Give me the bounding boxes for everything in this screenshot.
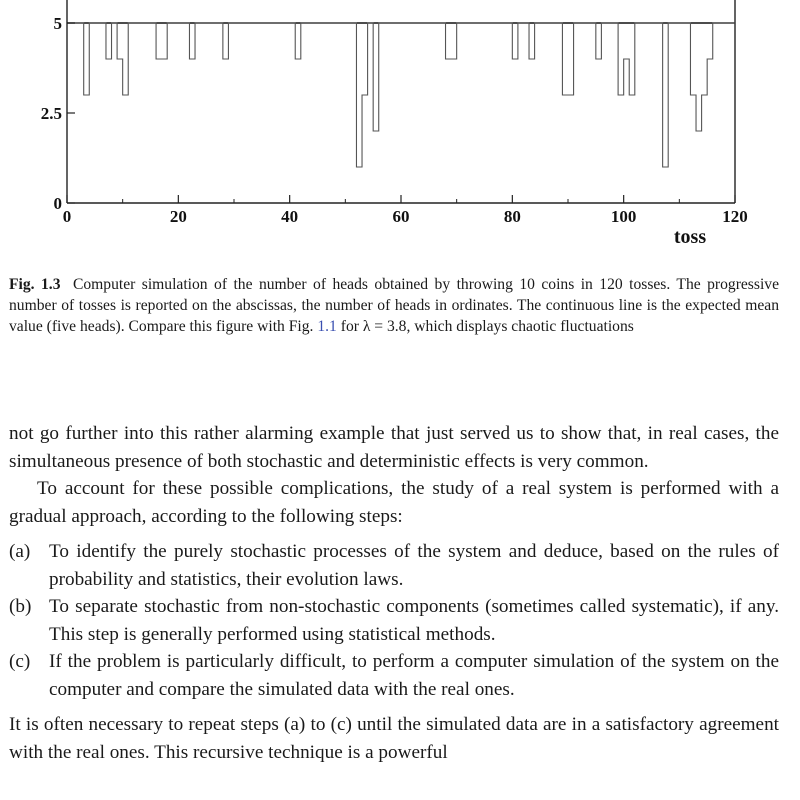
figure-caption: [9, 274, 779, 337]
body-text: [9, 420, 779, 766]
step-item: [9, 648, 779, 703]
figure-reference-link[interactable]: 1.1: [317, 318, 337, 335]
step-text: To separate stochastic from non-stochastic components (sometimes called systematic), if any. This step is generally performed using statistical methods.: [49, 596, 779, 645]
coin-toss-chart: [0, 0, 800, 260]
x-tick-label: 80: [503, 207, 521, 226]
caption-text: Computer simulation of the number of heads obtained by throwing 10 coins in 120 tosses. The progressive number of tosses is reported on the abscissas, the number of heads in ordinates. The continuous line is the expected mean value (five heads). Compare this figure with Fig.: [9, 276, 779, 335]
step-item: [9, 538, 779, 593]
steps-list: [9, 538, 779, 703]
paragraph-3: It is often necessary to repeat steps (a) to (c) until the simulated data are in a satisfactory agreement with the real ones. This recursive technique is a powerful: [9, 714, 779, 763]
x-tick-label: 100: [610, 207, 637, 226]
x-tick-label: 40: [281, 207, 299, 226]
heads-series-line: [67, 23, 735, 167]
x-tick-label: 120: [722, 207, 748, 226]
y-tick-label: 2.5: [40, 104, 62, 123]
caption-text-end: for λ = 3.8, which displays chaotic fluctuations: [340, 318, 634, 335]
y-tick-label: 0: [53, 194, 62, 213]
paragraph-2: To account for these possible complications, the study of a real system is performed with a gradual approach, according to the following steps:: [9, 478, 779, 527]
step-text: To identify the purely stochastic processes of the system and deduce, based on the rules of probability and statistics, their evolution laws.: [49, 541, 779, 590]
x-tick-label: 60: [392, 207, 410, 226]
x-tick-label: 0: [62, 207, 72, 226]
y-tick-label: 5: [53, 14, 62, 33]
paragraph-1: not go further into this rather alarming example that just served us to show that, in real cases, the simultaneous presence of both stochastic and deterministic effects is very common.: [9, 423, 779, 472]
x-tick-label: 20: [169, 207, 187, 226]
step-marker: (a): [9, 541, 31, 562]
step-text: If the problem is particularly difficult, to perform a computer simulation of the system on the computer and compare the simulated data with the real ones.: [49, 651, 779, 700]
step-marker: (c): [9, 651, 31, 672]
figure-label: Fig. 1.3: [9, 276, 61, 293]
step-item: [9, 593, 779, 648]
step-marker: (b): [9, 596, 32, 617]
x-axis-label: toss: [673, 226, 707, 248]
